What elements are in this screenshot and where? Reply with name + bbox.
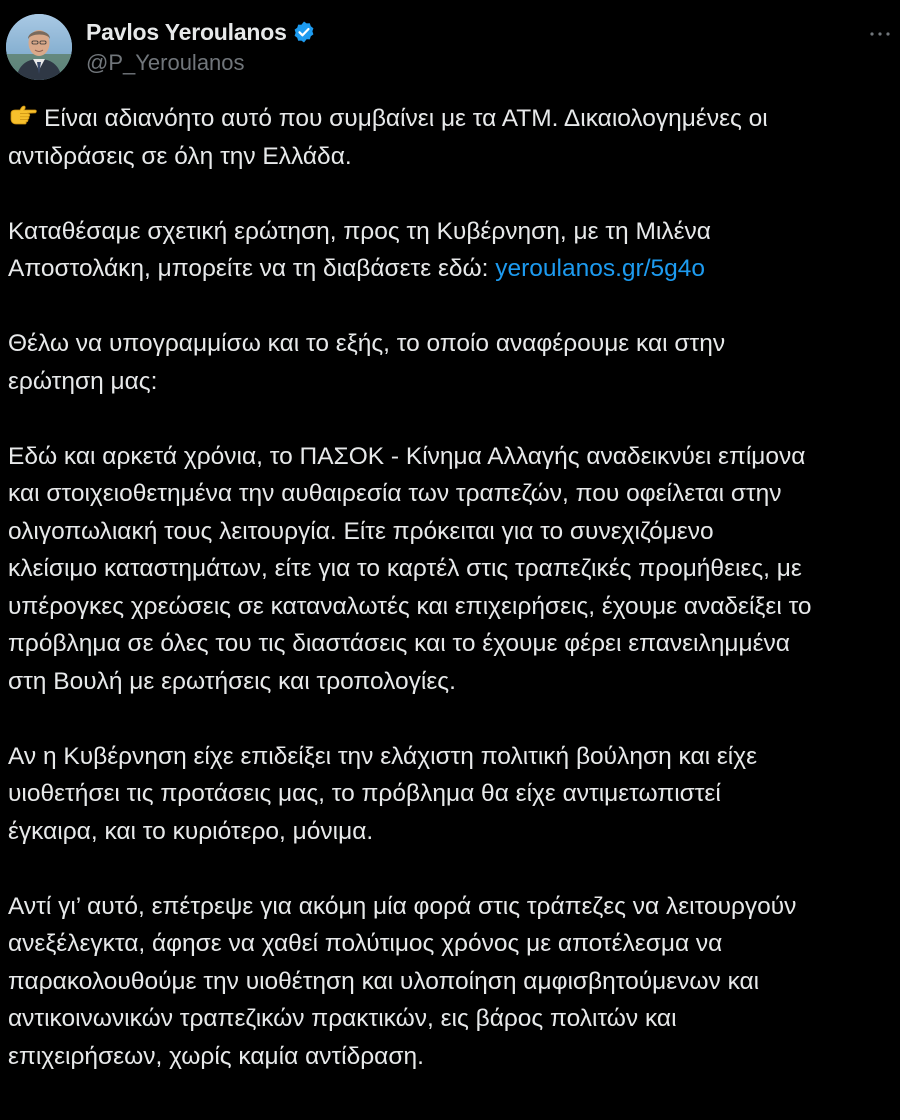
- tweet-line: υπέρογκες χρεώσεις σε καταναλωτές και επιχειρήσεις, έχουμε αναδείξει το: [8, 592, 812, 620]
- tweet-header: [6, 14, 894, 84]
- author-handle[interactable]: @P_Yeroulanos: [86, 50, 245, 75]
- tweet-line: επιχειρήσεων, χωρίς καμία αντίδραση.: [8, 1042, 424, 1070]
- tweet-line: Εδώ και αρκετά χρόνια, το ΠΑΣΟΚ - Κίνημα Αλλαγής αναδεικνύει επίμονα: [8, 442, 806, 470]
- tweet-line: κλείσιμο καταστημάτων, είτε για το καρτέλ στις τραπεζικές προμήθειες, με: [8, 555, 802, 582]
- tweet-paragraph-4: [8, 438, 900, 701]
- tweet-line: ερώτηση μας:: [8, 367, 158, 395]
- tweet-line: έγκαιρα, και το κυριότερο, μόνιμα.: [8, 817, 374, 845]
- tweet-line: και στοιχειοθετημένα την αυθαιρεσία των τραπεζών, που οφείλεται στην: [8, 480, 782, 507]
- author-names: [86, 16, 316, 76]
- tweet-line: Είναι αδιανόητο αυτό που συμβαίνει με τα ΑΤΜ. Δικαιολογημένες οι: [8, 100, 900, 138]
- tweet-line: ολιγοπωλιακή τους λειτουργία. Είτε πρόκειται για το συνεχιζόμενο: [8, 517, 714, 545]
- tweet-line: υιοθετήσει τις προτάσεις μας, το πρόβλημα θα είχε αντιμετωπιστεί: [8, 780, 721, 807]
- author-display-name[interactable]: Pavlos Yeroulanos: [86, 18, 287, 45]
- tweet-paragraph-6: [8, 888, 900, 1076]
- tweet-line: ανεξέλεγκτα, άφησε να χαθεί πολύτιμος χρόνος με αποτέλεσμα να: [8, 930, 723, 957]
- tweet-line: Θέλω να υπογραμμίσω και το εξής, το οποίο αναφέρουμε και στην: [8, 330, 726, 357]
- tweet-line: παρακολουθούμε την υιοθέτηση και υλοποίηση αμφισβητούμενων και: [8, 967, 760, 995]
- tweet-line: αντικοινωνικών τραπεζικών πρακτικών, εις βάρος πολιτών και: [8, 1005, 677, 1032]
- avatar[interactable]: [6, 14, 72, 80]
- tweet-paragraph-5: [8, 738, 900, 851]
- tweet-text: [8, 100, 900, 1113]
- pointing-right-emoji-icon: [8, 104, 38, 130]
- tweet-line: στη Βουλή με ερωτήσεις και τροπολογίες.: [8, 667, 456, 695]
- display-name-row: [86, 16, 316, 48]
- tweet-line: Αν η Κυβέρνηση είχε επιδείξει την ελάχιστη πολιτική βούληση και είχε: [8, 742, 758, 770]
- tweet-line: αντιδράσεις σε όλη την Ελλάδα.: [8, 142, 352, 170]
- tweet-link[interactable]: yeroulanos.gr/5g4o: [495, 255, 706, 282]
- tweet-paragraph-2: [8, 213, 900, 288]
- tweet-paragraph-1: [8, 100, 900, 175]
- tweet-line: Αντί γι’ αυτό, επέτρεψε για ακόμη μία φορά στις τράπεζες να λειτουργούν: [8, 892, 797, 920]
- tweet-paragraph-3: [8, 325, 900, 400]
- more-options-icon[interactable]: [866, 24, 894, 44]
- tweet-line: Καταθέσαμε σχετική ερώτηση, προς τη Κυβέρνηση, με τη Μιλένα: [8, 217, 711, 245]
- tweet-line: Αποστολάκη, μπορείτε να τη διαβάσετε εδώ: yeroulanos.gr/5g4o: [8, 255, 706, 282]
- verified-badge-icon: [292, 20, 316, 44]
- tweet-line: πρόβλημα σε όλες του τις διαστάσεις και το έχουμε φέρει επανειλημμένα: [8, 630, 790, 657]
